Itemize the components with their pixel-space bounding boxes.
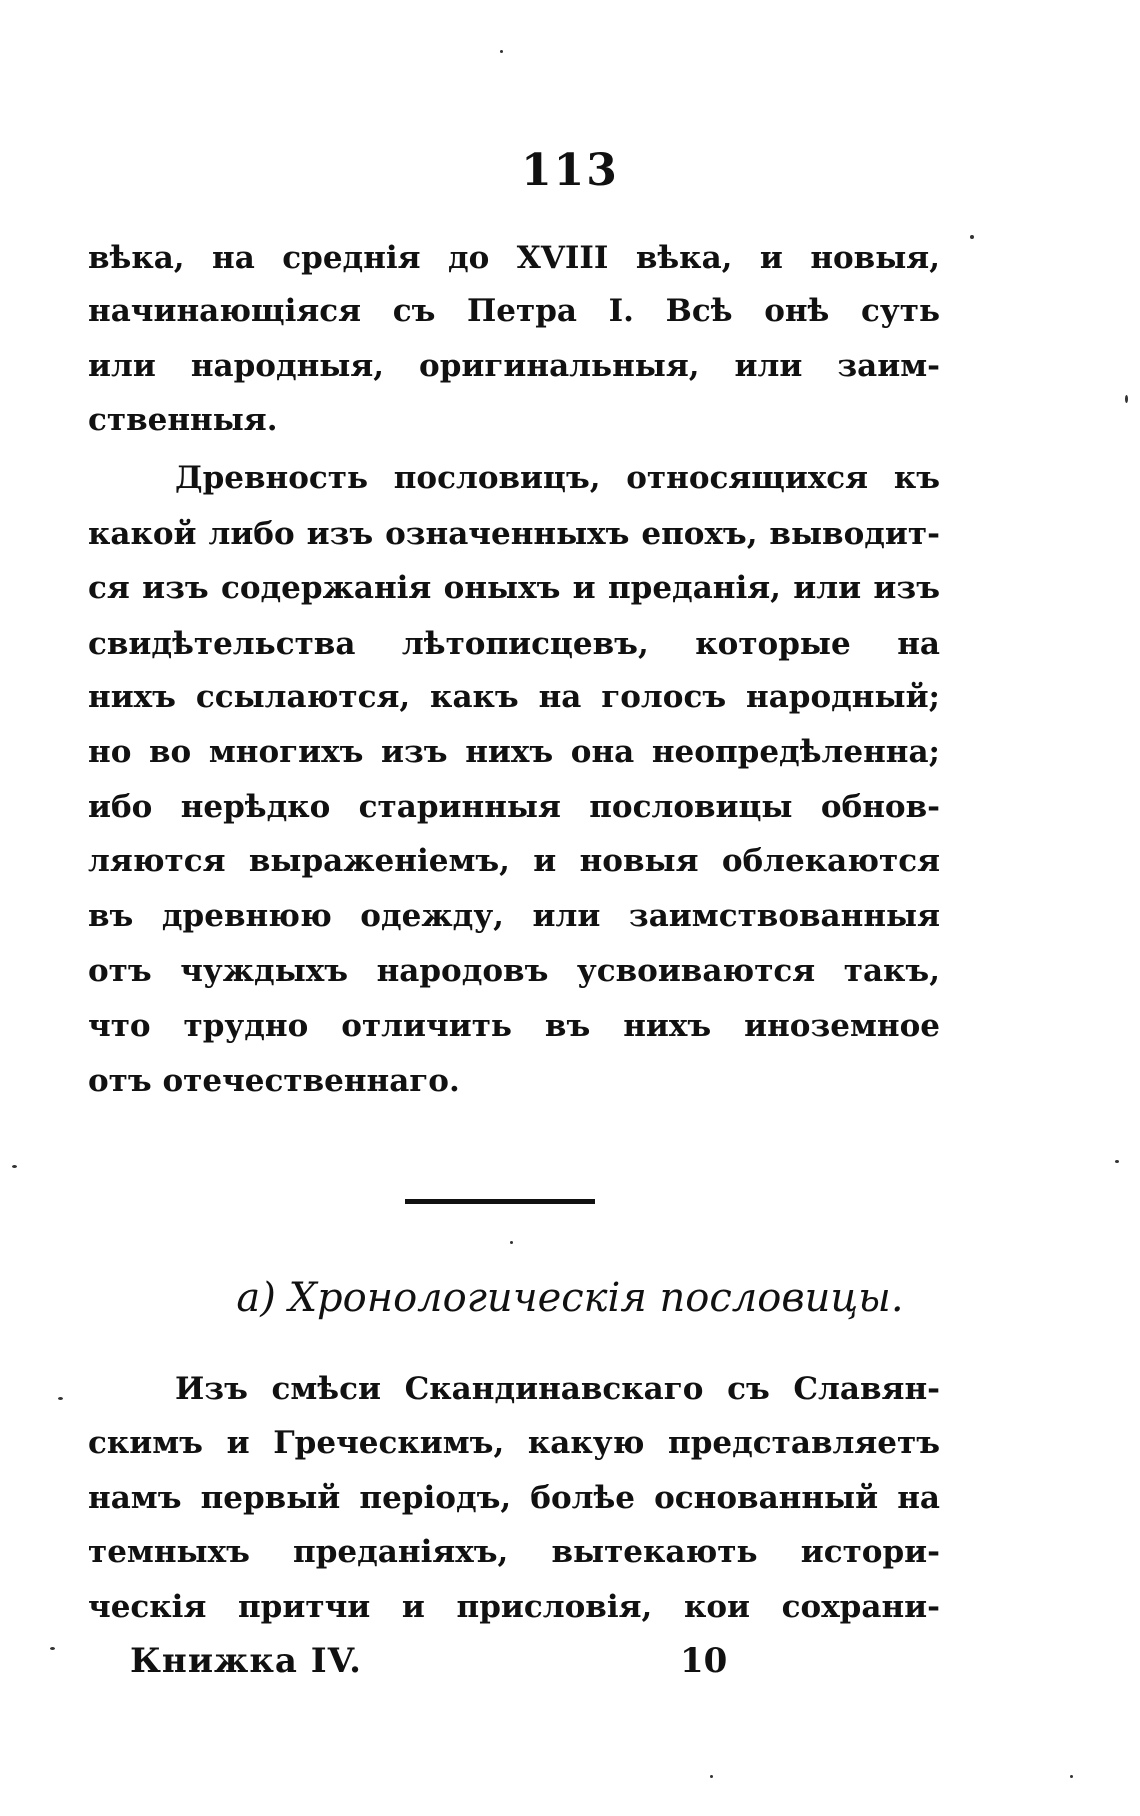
text-line: отъ чуждыхъ народовъ усвоиваются такъ, <box>88 953 940 989</box>
scan-speck <box>710 1775 713 1778</box>
text-line: или народныя, оригинальныя, или заим- <box>88 348 940 384</box>
text-line: ся изъ содержанія оныхъ и преданія, или изъ <box>88 570 940 606</box>
text-line: скимъ и Греческимъ, какую представляетъ <box>88 1425 940 1461</box>
text-line: нихъ ссылаются, какъ на голосъ народный; <box>88 679 940 715</box>
scan-speck <box>500 50 503 53</box>
text-line: въ древнюю одежду, или заимствованныя <box>88 898 940 934</box>
section-divider <box>405 1199 595 1204</box>
signature-label: Книжка IV. <box>130 1641 362 1681</box>
text-line: темныхъ преданіяхъ, вытекають истори- <box>88 1534 940 1570</box>
signature-number: 10 <box>680 1641 728 1681</box>
text-line: намъ первый періодъ, болѣе основанный на <box>88 1480 940 1516</box>
scan-speck <box>1125 395 1128 403</box>
text-line: ческія притчи и присловія, кои сохрани- <box>88 1589 940 1625</box>
text-line: но во многихъ изъ нихъ она неопредѣленна; <box>88 734 940 770</box>
scan-speck <box>970 235 974 239</box>
text-line: Изъ смѣси Скандинавскаго съ Славян- <box>175 1371 940 1407</box>
text-line: начинающіяся съ Петра I. Всѣ онѣ суть <box>88 293 940 329</box>
scan-speck <box>510 1241 513 1244</box>
text-line: вѣка, на среднія до XVIII вѣка, и новыя, <box>88 240 940 276</box>
text-line: что трудно отличить въ нихъ иноземное <box>88 1008 940 1044</box>
text-line: свидѣтельства лѣтописцевъ, которые на <box>88 626 940 662</box>
scan-speck <box>1070 1775 1073 1778</box>
scan-speck <box>12 1165 17 1168</box>
scan-speck <box>58 1397 63 1400</box>
text-line: какой либо изъ означенныхъ епохъ, выводит- <box>88 516 940 552</box>
text-line: ибо нерѣдко старинныя пословицы обнов- <box>88 789 940 825</box>
text-line: ляются выраженіемъ, и новыя облекаются <box>88 843 940 879</box>
scan-speck <box>1115 1160 1119 1163</box>
page-number: 113 <box>521 145 619 196</box>
scan-speck <box>50 1647 55 1650</box>
text-line: ственныя. <box>88 402 278 438</box>
text-line: Древность пословицъ, относящихся къ <box>175 460 940 496</box>
text-line: отъ отечественнаго. <box>88 1063 460 1099</box>
section-heading: а) Хронологическія пословицы. <box>236 1275 904 1321</box>
